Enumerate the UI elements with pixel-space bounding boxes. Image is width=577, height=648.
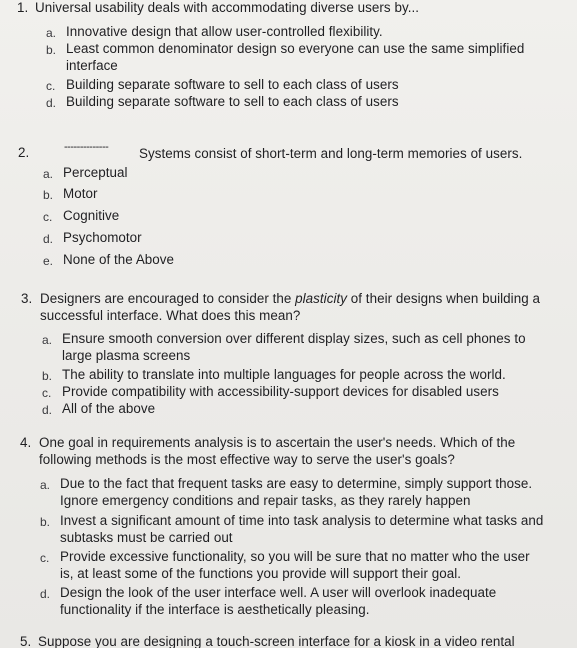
option-text-continued: is, at least some of the functions you provide will support their goal. <box>60 566 462 581</box>
option-text: Provide excessive functionality, so you will be sure that no matter who the user <box>60 549 530 564</box>
option-text: Building separate software to sell to each class of users <box>66 94 399 109</box>
option-letter: a. <box>40 478 51 492</box>
option-text-continued: functionality if the interface is aesthetically pleasing. <box>60 602 370 617</box>
option-letter: a. <box>43 167 54 181</box>
question-stem-end: of their designs when building a <box>347 291 540 306</box>
question-stem: Suppose you are designing a touch-screen interface for a kiosk in a video rental <box>38 634 515 648</box>
option-text: Innovative design that allow user-controlled flexibility. <box>66 24 383 39</box>
option-text: Building separate software to sell to each class of users <box>66 77 399 92</box>
option-letter: b. <box>43 188 54 202</box>
option-letter: c. <box>42 386 52 400</box>
option-text: Invest a significant amount of time into task analysis to determine what tasks and <box>60 513 544 528</box>
question-stem: Universal usability deals with accommodating diverse users by... <box>35 0 420 15</box>
option-text-continued: interface <box>66 58 118 73</box>
question-stem: Systems consist of short-term and long-term memories of users. <box>139 146 523 161</box>
option-text: Provide compatibility with accessibility-support devices for disabled users <box>62 384 499 399</box>
question-number: 1. <box>17 0 29 15</box>
option-letter: c. <box>46 79 56 93</box>
option-text: Perceptual <box>63 165 128 180</box>
option-letter: d. <box>42 403 53 417</box>
question-stem-emphasis: plasticity <box>295 291 347 306</box>
option-letter: b. <box>46 43 57 57</box>
option-letter: c. <box>40 551 50 565</box>
option-text: All of the above <box>62 401 156 416</box>
question-stem-start: Designers are encouraged to consider the <box>40 291 296 306</box>
option-text: Least common denominator design so everyone can use the same simplified <box>66 41 525 56</box>
option-text: Motor <box>63 186 98 201</box>
question-number: 2. <box>18 145 30 160</box>
question-stem: One goal in requirements analysis is to ascertain the user's needs. Which of the <box>39 435 516 450</box>
option-text: None of the Above <box>63 252 175 267</box>
option-letter: b. <box>42 369 53 383</box>
question-stem <box>40 291 540 306</box>
question-number: 3. <box>21 291 33 306</box>
option-letter: a. <box>42 333 53 347</box>
option-letter: d. <box>46 96 57 110</box>
option-text: Psychomotor <box>63 230 142 245</box>
option-text-continued: large plasma screens <box>62 348 191 363</box>
option-letter: d. <box>43 232 54 246</box>
option-letter: c. <box>43 210 53 224</box>
option-letter: b. <box>40 515 51 529</box>
question-stem-line-2: successful interface. What does this mean? <box>40 308 301 323</box>
answer-blank: -------------- <box>64 141 109 153</box>
option-letter: a. <box>46 26 57 40</box>
option-text: Design the look of the user interface well. A user will overlook inadequate <box>60 585 497 600</box>
option-text-continued: subtasks must be carried out <box>60 530 233 545</box>
option-text: Ensure smooth conversion over different display sizes, such as cell phones to <box>62 331 526 346</box>
question-number: 5. <box>20 634 32 648</box>
option-text: Cognitive <box>63 208 120 223</box>
option-text-continued: Ignore emergency conditions and repair tasks, as they rarely happen <box>60 493 471 508</box>
option-letter: e. <box>43 254 54 268</box>
option-text: The ability to translate into multiple languages for people across the world. <box>62 367 506 382</box>
question-number: 4. <box>20 435 32 450</box>
question-stem-line-2: following methods is the most effective way to serve the user's goals? <box>39 452 455 467</box>
option-text: Due to the fact that frequent tasks are easy to determine, simply support those. <box>60 476 533 491</box>
option-letter: d. <box>40 587 51 601</box>
